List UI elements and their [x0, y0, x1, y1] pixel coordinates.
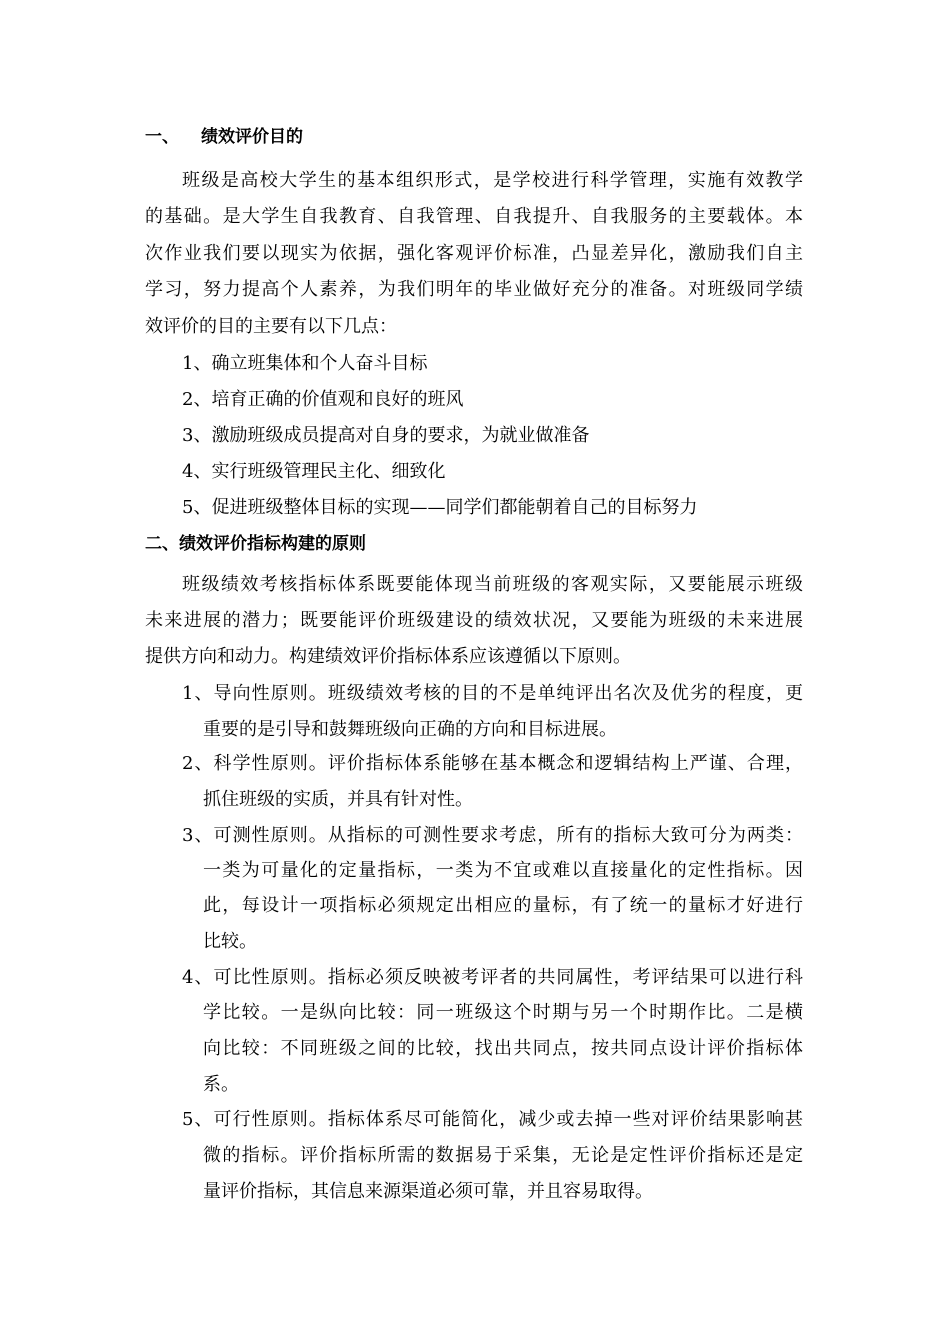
paragraph-line: 提供方向和动力。构建绩效评价指标体系应该遵循以下原则。 [145, 646, 631, 667]
paragraph-line: 班级绩效考核指标体系既要能体现当前班级的客观实际，又要能展示班级 [182, 574, 803, 595]
principle-line: 3、可测性原则。从指标的可测性要求考虑，所有的指标大致可分为两类： [182, 825, 803, 846]
principle-line: 4、可比性原则。指标必须反映被考评者的共同属性，考评结果可以进行科 [182, 967, 803, 988]
principle-line: 系。 [203, 1074, 239, 1095]
principle-line: 2、科学性原则。评价指标体系能够在基本概念和逻辑结构上严谨、合理， [182, 753, 803, 774]
principle-line: 重要的是引导和鼓舞班级向正确的方向和目标进展。 [203, 719, 617, 740]
list-item: 2、培育正确的价值观和良好的班风 [182, 389, 464, 410]
principle-line: 1、导向性原则。班级绩效考核的目的不是单纯评出名次及优劣的程度，更 [182, 683, 803, 704]
principle-line: 微的指标。评价指标所需的数据易于采集，无论是定性评价指标还是定 [203, 1145, 803, 1166]
principle-line: 比较。 [203, 931, 257, 952]
list-item: 1、确立班集体和个人奋斗目标 [182, 353, 428, 374]
paragraph-line: 班级是高校大学生的基本组织形式，是学校进行科学管理，实施有效教学 [182, 170, 803, 191]
paragraph-line: 学习，努力提高个人素养，为我们明年的毕业做好充分的准备。对班级同学绩 [145, 279, 803, 300]
principle-line: 学比较。一是纵向比较：同一班级这个时期与另一个时期作比。二是横 [203, 1002, 803, 1023]
list-item: 5、促进班级整体目标的实现——同学们都能朝着自己的目标努力 [182, 497, 698, 518]
paragraph-line: 的基础。是大学生自我教育、自我管理、自我提升、自我服务的主要载体。本 [145, 206, 803, 227]
paragraph-line: 次作业我们要以现实为依据，强化客观评价标准，凸显差异化，激励我们自主 [145, 243, 803, 264]
principle-line: 此，每设计一项指标必须规定出相应的量标，有了统一的量标才好进行 [203, 895, 803, 916]
principle-line: 向比较：不同班级之间的比较，找出共同点，按共同点设计评价指标体 [203, 1038, 803, 1059]
principle-line: 抓住班级的实质，并具有针对性。 [203, 789, 473, 810]
list-item: 3、激励班级成员提高对自身的要求，为就业做准备 [182, 425, 590, 446]
paragraph-line: 效评价的目的主要有以下几点： [145, 316, 397, 337]
principle-line: 5、可行性原则。指标体系尽可能简化，减少或去掉一些对评价结果影响甚 [182, 1109, 803, 1130]
principle-line: 一类为可量化的定量指标，一类为不宜或难以直接量化的定性指标。因 [203, 860, 803, 881]
section1-title: 绩效评价目的 [201, 127, 303, 147]
principle-line: 量评价指标，其信息来源渠道必须可靠，并且容易取得。 [203, 1181, 653, 1202]
section1-number: 一、 [145, 127, 179, 147]
paragraph-line: 未来进展的潜力；既要能评价班级建设的绩效状况，又要能为班级的未来进展 [145, 610, 803, 631]
list-item: 4、实行班级管理民主化、细致化 [182, 461, 446, 482]
section2-title: 二、绩效评价指标构建的原则 [145, 534, 366, 554]
